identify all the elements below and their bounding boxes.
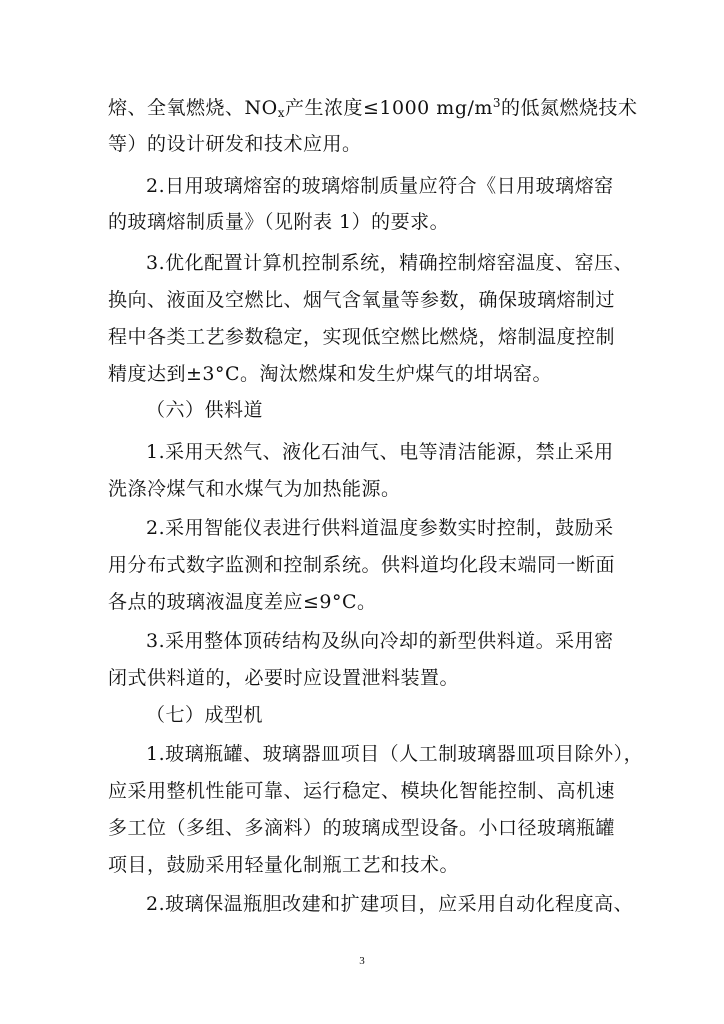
paragraph-line: 2.日用玻璃熔窑的玻璃熔制质量应符合《日用玻璃熔窑	[146, 175, 614, 197]
paragraph-line: 应采用整机性能可靠、运行稳定、模块化智能控制、高机速	[108, 780, 616, 802]
paragraph-line: 换向、液面及空燃比、烟气含氧量等参数，确保玻璃熔制过	[108, 289, 616, 311]
paragraph-line: 1.玻璃瓶罐、玻璃器皿项目（人工制玻璃器皿项目除外），	[146, 743, 644, 765]
paragraph-line: 多工位（多组、多滴料）的玻璃成型设备。小口径玻璃瓶罐	[108, 817, 616, 839]
page-number: 3	[359, 955, 365, 967]
paragraph-line: 精度达到±3°C。淘汰燃煤和发生炉煤气的坩埚窑。	[108, 363, 553, 385]
section-heading: （六）供料道	[146, 399, 264, 421]
paragraph-line: 各点的玻璃液温度差应≤9°C。	[108, 591, 377, 613]
paragraph-line: 用分布式数字监测和控制系统。供料道均化段末端同一断面	[108, 554, 616, 576]
paragraph-line	[108, 96, 638, 120]
paragraph-line: 的玻璃熔制质量》（见附表 1）的要求。	[108, 211, 450, 233]
superscript: 3	[492, 96, 502, 110]
paragraph-line: 等）的设计研发和技术应用。	[108, 133, 362, 155]
paragraph-line: 3.优化配置计算机控制系统，精确控制熔窑温度、窑压、	[146, 252, 634, 274]
paragraph-line: 2.采用智能仪表进行供料道温度参数实时控制，鼓励采	[146, 517, 614, 539]
paragraph-line: 程中各类工艺参数稳定，实现低空燃比燃烧，熔制温度控制	[108, 326, 616, 348]
section-heading: （七）成型机	[146, 704, 264, 726]
paragraph-line: 2.玻璃保温瓶胆改建和扩建项目，应采用自动化程度高、	[146, 893, 634, 915]
paragraph-line: 洗涤冷煤气和水煤气为加热能源。	[108, 478, 401, 500]
text-run: 的低氮燃烧技术	[501, 97, 638, 119]
paragraph-line: 3.采用整体顶砖结构及纵向冷却的新型供料道。采用密	[146, 630, 614, 652]
paragraph-line: 闭式供料道的，必要时应设置泄料装置。	[108, 667, 460, 689]
text-run: 产生浓度≤1000 mg/m	[284, 97, 493, 119]
paragraph-line: 项目，鼓励采用轻量化制瓶工艺和技术。	[108, 854, 460, 876]
subscript: x	[277, 106, 285, 120]
paragraph-line: 1.采用天然气、液化石油气、电等清洁能源，禁止采用	[146, 441, 614, 463]
text-run: 熔、全氧燃烧、NO	[108, 97, 278, 119]
